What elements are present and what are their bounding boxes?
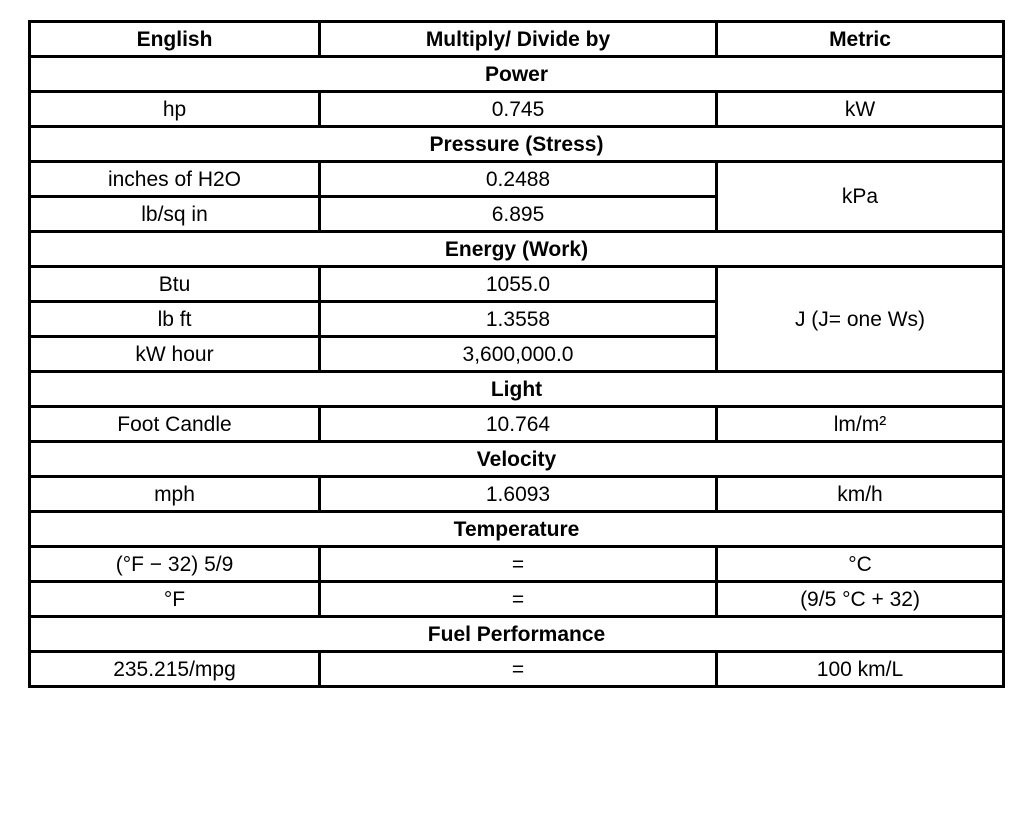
english-cell: hp	[30, 92, 320, 127]
section-title-power: Power	[30, 57, 1004, 92]
factor-cell: 1055.0	[320, 267, 717, 302]
section-title-velocity: Velocity	[30, 442, 1004, 477]
section-row	[30, 232, 1004, 267]
table-row	[30, 162, 1004, 197]
english-cell: kW hour	[30, 337, 320, 372]
english-cell: mph	[30, 477, 320, 512]
metric-cell-merged: kPa	[717, 162, 1004, 232]
section-title-temperature: Temperature	[30, 512, 1004, 547]
header-factor: Multiply/ Divide by	[320, 22, 717, 57]
conversion-table	[28, 20, 1005, 688]
metric-cell-merged: J (J= one Ws)	[717, 267, 1004, 372]
header-row	[30, 22, 1004, 57]
section-title-energy: Energy (Work)	[30, 232, 1004, 267]
factor-cell: 0.745	[320, 92, 717, 127]
factor-cell: 0.2488	[320, 162, 717, 197]
factor-cell: 10.764	[320, 407, 717, 442]
english-cell: Foot Candle	[30, 407, 320, 442]
section-row	[30, 442, 1004, 477]
metric-cell: °C	[717, 547, 1004, 582]
factor-cell: 3,600,000.0	[320, 337, 717, 372]
english-cell: (°F − 32) 5/9	[30, 547, 320, 582]
header-english: English	[30, 22, 320, 57]
factor-cell: 6.895	[320, 197, 717, 232]
english-cell: °F	[30, 582, 320, 617]
table-row	[30, 267, 1004, 302]
section-title-light: Light	[30, 372, 1004, 407]
factor-cell: =	[320, 652, 717, 687]
section-row	[30, 57, 1004, 92]
english-cell: inches of H2O	[30, 162, 320, 197]
section-title-pressure: Pressure (Stress)	[30, 127, 1004, 162]
section-row	[30, 617, 1004, 652]
metric-cell: 100 km/L	[717, 652, 1004, 687]
section-row	[30, 512, 1004, 547]
english-cell: lb/sq in	[30, 197, 320, 232]
english-cell: 235.215/mpg	[30, 652, 320, 687]
table-row	[30, 407, 1004, 442]
english-cell: Btu	[30, 267, 320, 302]
english-cell: lb ft	[30, 302, 320, 337]
factor-cell: =	[320, 582, 717, 617]
metric-cell: lm/m²	[717, 407, 1004, 442]
metric-cell: (9/5 °C + 32)	[717, 582, 1004, 617]
metric-cell: km/h	[717, 477, 1004, 512]
table-row	[30, 547, 1004, 582]
section-title-fuel-performance: Fuel Performance	[30, 617, 1004, 652]
section-row	[30, 372, 1004, 407]
table-row	[30, 477, 1004, 512]
table-row	[30, 92, 1004, 127]
header-metric: Metric	[717, 22, 1004, 57]
factor-cell: 1.6093	[320, 477, 717, 512]
factor-cell: =	[320, 547, 717, 582]
metric-cell: kW	[717, 92, 1004, 127]
table-row	[30, 582, 1004, 617]
table-row	[30, 652, 1004, 687]
section-row	[30, 127, 1004, 162]
factor-cell: 1.3558	[320, 302, 717, 337]
